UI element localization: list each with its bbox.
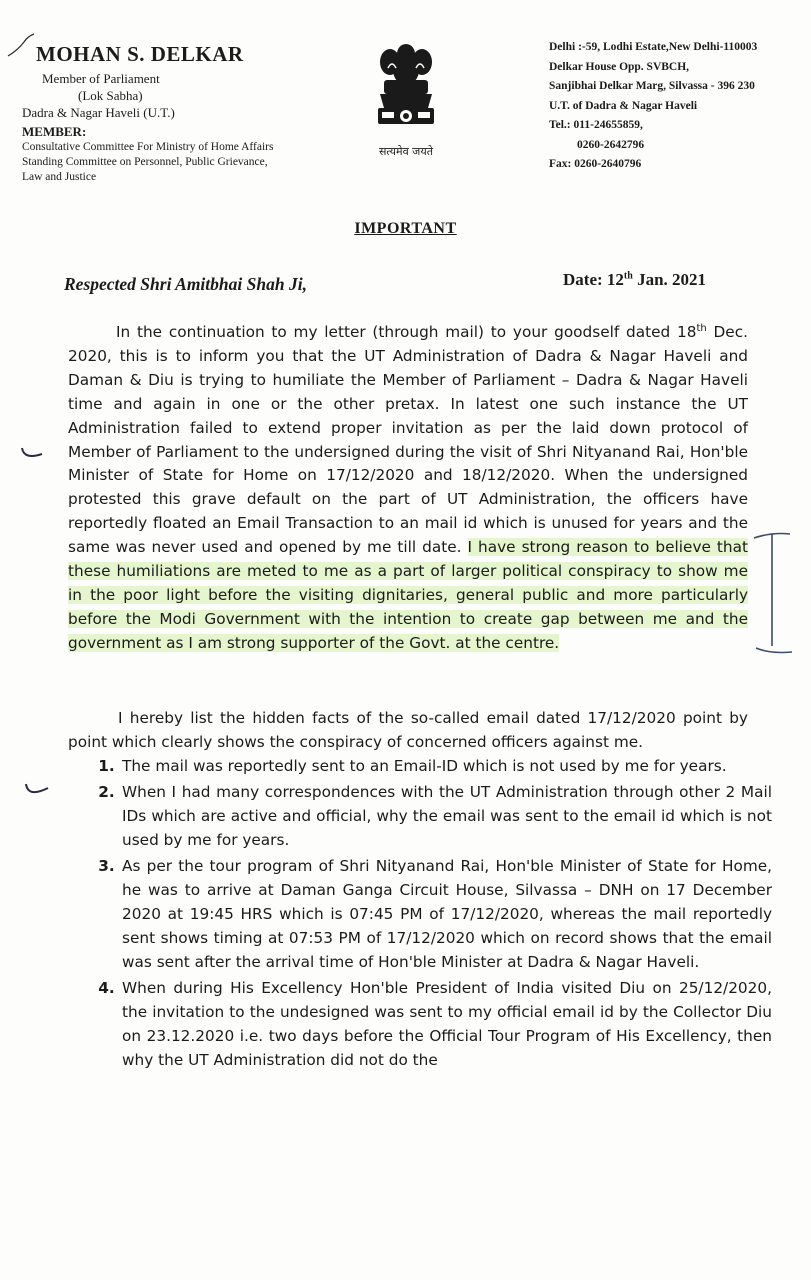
sender-house: (Lok Sabha) [78,88,143,103]
date-prefix: Date: 12 [563,270,624,289]
national-emblem [366,40,446,159]
lion-capital-icon [370,40,442,138]
telephone-2: 0260-2642796 [577,138,645,151]
address-line-4: U.T. of Dadra & Nagar Haveli [549,99,698,112]
sender-name: MOHAN S. DELKAR [36,42,244,66]
para1-part-a: In the continuation to my letter (through mail) to your goodself dated 18 [116,323,697,341]
letterhead-right [549,38,804,175]
para1-highlighted: I have strong reason to believe that these humiliations are meted to me as a part of larger political conspiracy to show me in the poor light before the visiting dignitaries, general public and more particularly before the Modi Government with the intention to create gap between me and the government as I am strong supporter of the Govt. at the centre. [68,538,748,652]
letterhead-left [22,42,342,185]
list-item: 4. When during His Excellency Hon'ble President of India visited Diu on 25/12/2020, the invitation to the undesigned was sent to my official email id by the Collector Diu on 23.12.2020 i.e. two days before the Official Tour Program of His Excellency, then why the UT Administration did not do the [120,976,772,1072]
address-line-3: Sanjibhai Delkar Marg, Silvassa - 396 230 [549,80,755,92]
telephone-1: Tel.: 011-24655859, [549,119,643,131]
address-delhi: Delhi :-59, Lodhi Estate,New Delhi-110003 [549,41,758,53]
pen-tick-mark [16,436,48,468]
sender-constituency: Dadra & Nagar Haveli (U.T.) [22,105,175,120]
letter-date [563,270,706,290]
pen-tick-mark [18,774,52,806]
list-item: 3. As per the tour program of Shri Nityanand Rai, Hon'ble Minister of State for Home, he was to arrive at Daman Ganga Circuit House, Silvassa – DNH on 17 December 2020 at 19:45 HRS which is 07:45 PM of 17/12/2020, whereas the mail reportedly sent shows timing at 07:53 PM of 17/12/2020 which on record shows that the email was sent after the arrival time of Hon'ble Minister at Dadra & Nagar Haveli. [120,854,772,974]
member-label: MEMBER: [22,124,87,139]
address-line-2: Delkar House Opp. SVBCH, [549,60,690,73]
committee-line-3: Law and Justice [22,171,97,183]
committee-line-1: Consultative Committee For Ministry of Home Affairs [22,141,274,153]
para1-part-b: Dec. 2020, this is to inform you that the UT Administration of Dadra & Nagar Haveli and Daman & Diu is trying to humiliate the Member of Parliament – Dadra & Nagar Haveli time and again in one or the other pretax. In latest one such instance the UT Administration failed to extend proper invitation as per the laid down protocol of Member of Parliament to the undersigned during the visit of Shri Nityanand Rai, Hon'ble Minister of State for Home on 17/12/2020 and 18/12/2020. When the undersigned protested this grave default on the part of UT Administration, the officers have reportedly floated an Email Transaction to an mail id which is unused for years and the same was never used and opened by me till date. [68,323,748,557]
heading-text: IMPORTANT [354,220,457,237]
list-item: 1. The mail was reportedly sent to an Email-ID which is not used by me for years. [120,754,772,778]
points-list [98,754,772,1074]
date-sup: th [623,270,633,282]
paragraph-1 [68,321,748,656]
list-item: 2. When I had many correspondences with the UT Administration through other 2 Mail IDs which are active and official, why the email was sent to the email id which is not used by me for years. [120,780,772,852]
committee-line-2: Standing Committee on Personnel, Public Grievance, [22,156,268,168]
para1-sup: th [696,322,707,334]
signature-scribble [0,28,40,68]
pen-bracket-mark [750,524,798,664]
salutation: Respected Shri Amitbhai Shah Ji, [64,274,307,294]
date-suffix: Jan. 2021 [632,270,707,289]
paragraph-2: I hereby list the hidden facts of the so-called email dated 17/12/2020 point by point which clearly shows the conspiracy of concerned officers against me. [68,709,748,751]
emblem-motto: सत्यमेव जयते [378,145,433,158]
heading-important [0,220,811,238]
sender-title: Member of Parliament [42,71,160,86]
fax-number: Fax: 0260-2640796 [549,158,642,170]
